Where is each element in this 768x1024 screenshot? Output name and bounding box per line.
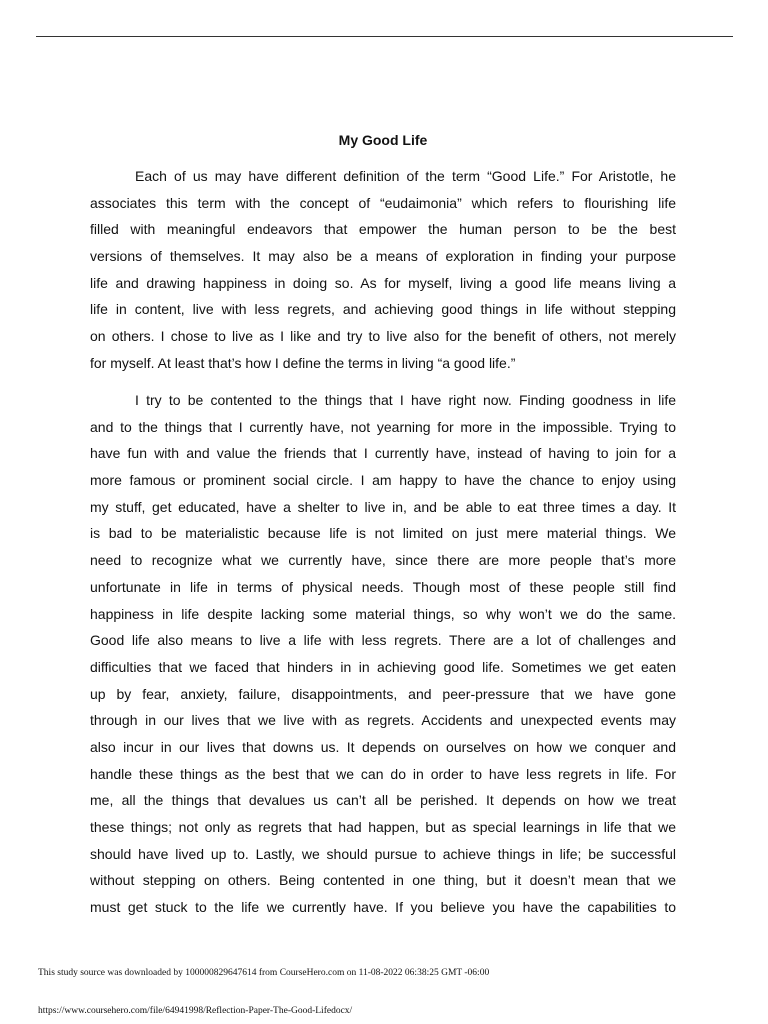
paragraph-line: must get stuck to the life we currently have. If you believe you have the capabilities to xyxy=(90,899,676,916)
header-divider xyxy=(36,36,733,37)
paragraph-line: difficulties that we faced that hinders in in achieving good life. Sometimes we get eaten xyxy=(90,658,676,675)
paragraph-line: through in our lives that we live with as regrets. Accidents and unexpected events may xyxy=(90,712,676,729)
paragraph-line: me, all the things that devalues us can’t all be perished. It depends on how we treat xyxy=(90,792,676,809)
paragraph-line: associates this term with the concept of “eudaimonia” which refers to flourishing life xyxy=(90,194,676,211)
paragraph-line: life in content, live with less regrets, and achieving good things in life without stepping xyxy=(90,301,676,318)
paragraph-line: I try to be contented to the things that I have right now. Finding goodness in life xyxy=(135,392,676,408)
document-title: My Good Life xyxy=(338,132,428,148)
paragraph-line: without stepping on others. Being contented in one thing, but it doesn’t mean that we xyxy=(90,872,676,889)
download-notice: This study source was downloaded by 100000829647614 from CourseHero.com on 11-08-2022 06:38:25 GMT -06:00 xyxy=(38,968,490,978)
paragraph-line: life and drawing happiness in doing so. As for myself, living a good life means living a xyxy=(90,274,676,291)
paragraph-line: these things; not only as regrets that had happen, but as special learnings in life that we xyxy=(90,819,676,835)
paragraph-line: have fun with and value the friends that I currently have, instead of having to join for a xyxy=(90,445,676,462)
paragraph-line: need to recognize what we currently have, since there are more people that’s more xyxy=(90,552,676,569)
paragraph-line: filled with meaningful endeavors that empower the human person to be the best xyxy=(90,221,676,238)
paragraph-line: Each of us may have different definition of the term “Good Life.” For Aristotle, he xyxy=(135,168,676,184)
paragraph-1 xyxy=(90,163,676,377)
paragraph-line: versions of themselves. It may also be a means of exploration in finding your purpose xyxy=(90,248,676,265)
paragraph-line: should have lived up to. Lastly, we should pursue to achieve things in life; be successful xyxy=(90,845,676,862)
paragraph-line: my stuff, get educated, have a shelter to live in, and be able to eat three times a day. It xyxy=(90,498,676,515)
paragraph-line: also incur in our lives that downs us. It depends on ourselves on how we conquer and xyxy=(90,738,676,755)
paragraph-line: handle these things as the best that we can do in order to have less regrets in life. For xyxy=(90,765,676,782)
paragraph-line: on others. I chose to live as I like and try to live also for the benefit of others, not merely xyxy=(90,328,676,345)
paragraph-line: and to the things that I currently have, not yearning for more in the impossible. Trying to xyxy=(90,418,676,435)
source-url[interactable]: https://www.coursehero.com/file/64941998/Reflection-Paper-The-Good-Lifedocx/ xyxy=(38,1006,353,1016)
paragraph-line: up by fear, anxiety, failure, disappointments, and peer-pressure that we have gone xyxy=(90,685,676,702)
paragraph-line: Good life also means to live a life with less regrets. There are a lot of challenges and xyxy=(90,632,676,649)
paragraph-2 xyxy=(90,387,676,921)
paragraph-line: is bad to be materialistic because life is not limited on just mere material things. We xyxy=(90,525,676,542)
paragraph-line: more famous or prominent social circle. I am happy to have the chance to enjoy using xyxy=(90,472,676,489)
paragraph-line: for myself. At least that’s how I define the terms in living “a good life.” xyxy=(90,354,516,371)
paragraph-line: unfortunate in life in terms of physical needs. Though most of these people still find xyxy=(90,578,676,595)
paragraph-line: happiness in life despite lacking some material things, so why won’t we do the same. xyxy=(90,605,676,622)
